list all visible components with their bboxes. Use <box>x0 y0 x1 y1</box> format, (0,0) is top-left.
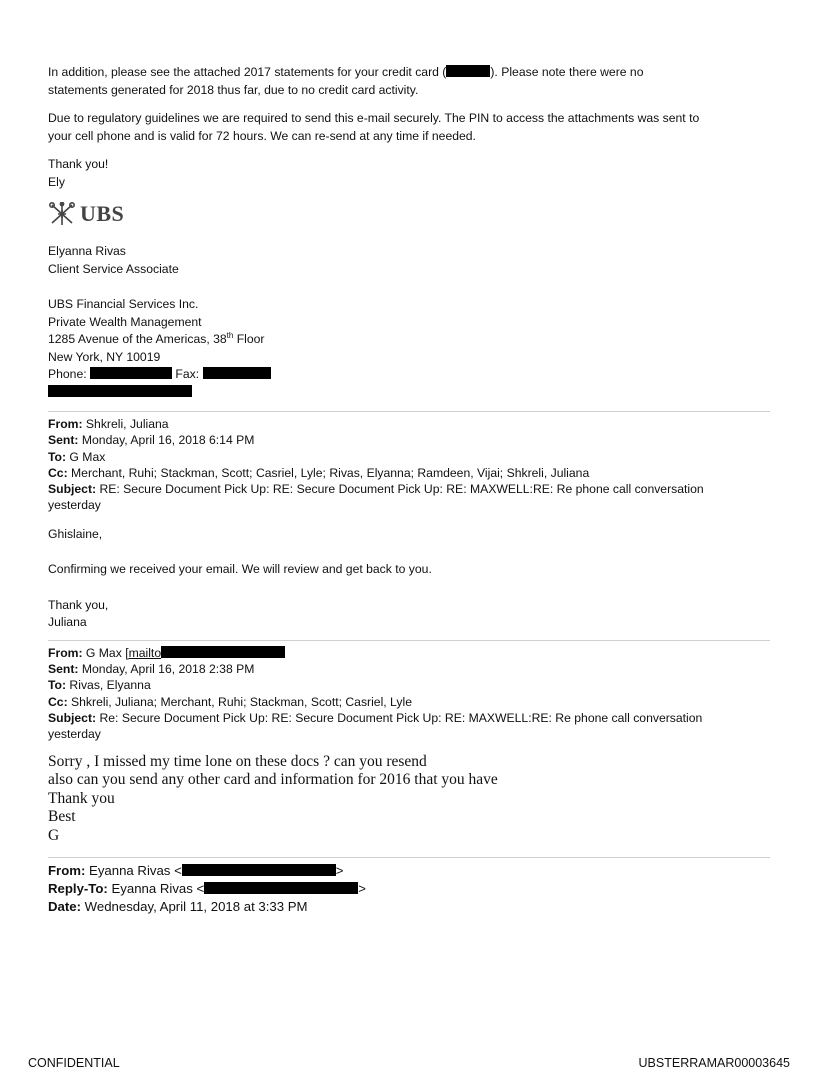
signoff-name: Ely <box>48 174 65 189</box>
reply-end: > <box>358 881 366 897</box>
cc-label: Cc: <box>48 465 68 480</box>
to-label: To: <box>48 678 67 693</box>
ubs-keys-icon <box>48 202 76 226</box>
intro-text: In addition, please see the attached 2017 statements for your credit card ( <box>48 65 447 79</box>
signature-address-block <box>48 296 770 401</box>
sent-value: Monday, April 16, 2018 2:38 PM <box>78 662 255 677</box>
date-value: Wednesday, April 11, 2018 at 3:33 PM <box>80 899 308 915</box>
subject-cont: yesterday <box>48 727 101 742</box>
email1-header <box>48 416 770 514</box>
from-label: From: <box>48 645 83 660</box>
intro-text-cont: ). Please note there were no <box>490 65 644 79</box>
redaction-email <box>161 646 285 658</box>
signature-title: Client Service Associate <box>48 261 179 276</box>
sent-label: Sent: <box>48 433 79 448</box>
from-label: From: <box>48 863 86 879</box>
signature-phone-fax <box>48 366 770 384</box>
cc-value: Merchant, Ruhi; Stackman, Scott; Casriel, Lyle; Rivas, Elyanna; Ramdeen, Vijai; Shkreli, Juliana <box>67 465 590 480</box>
redaction-email <box>204 882 358 894</box>
redaction-fax <box>203 367 271 379</box>
phone-label: Phone: <box>48 367 87 381</box>
to-label: To: <box>48 449 67 464</box>
redaction-card-number <box>446 65 490 77</box>
subject-label: Subject: <box>48 710 97 725</box>
intro-line-2: statements generated for 2018 thus far, due to no credit card activity. <box>48 82 419 97</box>
regulatory-line-1: Due to regulatory guidelines we are required to send this e-mail securely. The PIN to access the attachments was sent to <box>48 111 700 125</box>
from-value: G Max <box>82 645 126 660</box>
email2-body-line: also can you send any other card and information for 2016 that you have <box>48 771 498 789</box>
footer-bates-number: UBSTERRAMAR00003645 <box>638 1056 790 1070</box>
email1-name: Juliana <box>48 615 87 630</box>
address-floor: Floor <box>233 332 265 346</box>
signature-city: New York, NY 10019 <box>48 349 161 364</box>
email2-body-line: G <box>48 826 60 844</box>
from-end: > <box>335 863 344 879</box>
from-value: Shkreli, Juliana <box>82 417 169 431</box>
email1-body <box>48 526 770 632</box>
signature-name: Elyanna Rivas <box>48 244 126 258</box>
redaction-email <box>48 385 192 397</box>
reply-to-label: Reply-To: <box>48 881 108 897</box>
signature-name-block <box>48 243 770 278</box>
signature-division: Private Wealth Management <box>48 314 202 329</box>
to-value: Rivas, Elyanna <box>66 678 151 693</box>
reply-to-value: Eyanna Rivas < <box>107 881 205 897</box>
regulatory-paragraph <box>48 110 770 145</box>
email2-body-line: Best <box>48 808 76 826</box>
email2-body-line: Thank you <box>48 789 115 807</box>
redaction-email <box>182 864 336 876</box>
signoff <box>48 156 770 191</box>
sent-label: Sent: <box>48 662 79 677</box>
mailto-link[interactable]: [mailto <box>125 645 162 660</box>
ubs-logo-text: UBS <box>80 201 125 227</box>
email2-body <box>48 753 770 846</box>
separator <box>48 857 770 858</box>
intro-paragraph <box>48 64 770 99</box>
subject-cont: yesterday <box>48 498 101 513</box>
signature-email-row <box>48 384 770 402</box>
email2-header <box>48 645 770 743</box>
signoff-thanks: Thank you! <box>48 157 109 171</box>
redaction-phone <box>90 367 172 379</box>
address-street: 1285 Avenue of the Americas, 38 <box>48 332 227 346</box>
from-value: Eyanna Rivas < <box>85 863 182 879</box>
date-label: Date: <box>48 899 81 915</box>
subject-label: Subject: <box>48 482 97 497</box>
separator <box>48 411 770 412</box>
email1-greeting: Ghislaine, <box>48 526 103 541</box>
regulatory-line-2: your cell phone and is valid for 72 hours. We can re-send at any time if needed. <box>48 128 476 143</box>
email1-body-text: Confirming we received your email. We will review and get back to you. <box>48 562 432 577</box>
email3-header <box>48 862 770 916</box>
cc-label: Cc: <box>48 694 68 709</box>
footer-confidential: CONFIDENTIAL <box>28 1056 120 1070</box>
email2-body-line: Sorry , I missed my time lone on these docs ? can you resend <box>48 752 427 770</box>
to-value: G Max <box>66 449 106 464</box>
email-document <box>48 64 770 916</box>
from-label: From: <box>48 417 83 431</box>
sent-value: Monday, April 16, 2018 6:14 PM <box>78 433 255 448</box>
cc-value: Shkreli, Juliana; Merchant, Ruhi; Stackman, Scott; Casriel, Lyle <box>67 694 412 709</box>
separator <box>48 640 770 641</box>
ubs-logo <box>48 201 770 227</box>
signature-company: UBS Financial Services Inc. <box>48 297 199 311</box>
signature-address <box>48 331 770 349</box>
subject-value: RE: Secure Document Pick Up: RE: Secure Document Pick Up: RE: MAXWELL:RE: Re phone call conversation <box>96 482 704 497</box>
subject-value: Re: Secure Document Pick Up: RE: Secure Document Pick Up: RE: MAXWELL:RE: Re phone call conversation <box>96 710 703 725</box>
fax-label: Fax: <box>175 367 200 381</box>
address-sup: th <box>226 330 234 340</box>
email1-thanks: Thank you, <box>48 597 109 612</box>
